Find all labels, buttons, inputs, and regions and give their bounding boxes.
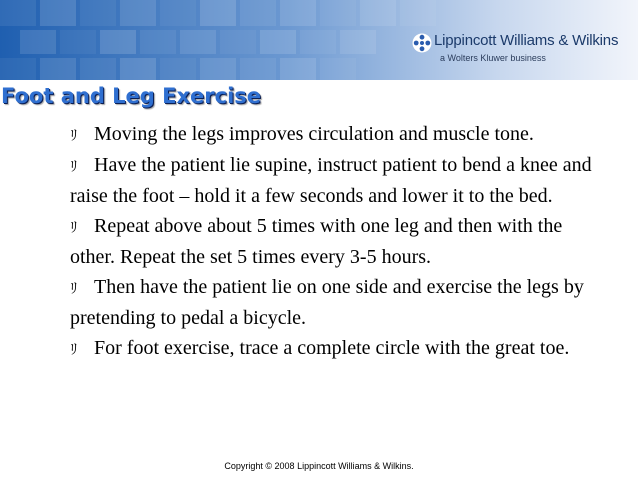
copyright-footer: Copyright © 2008 Lippincott Williams & Wilkins. [224,461,414,471]
bullet-item [70,333,610,364]
publisher-logo [412,30,634,66]
bullet-item [70,150,610,211]
bullet-icon: ﾘ [70,157,78,175]
bullet-item [70,272,610,333]
publisher-name: Lippincott Williams & Wilkins [434,32,619,49]
bullet-text: Moving the legs improves circulation and muscle tone. [94,123,534,145]
bullet-item [70,211,610,272]
bullet-text: Repeat above about 5 times with one leg and then with the other. Repeat the set 5 times every 3-5 hours. [70,215,563,268]
header-banner [0,0,638,80]
bullet-text: Then have the patient lie on one side and exercise the legs by pretending to pedal a bicycle. [70,276,584,329]
publisher-tagline: a Wolters Kluwer business [440,53,546,63]
bullet-text: Have the patient lie supine, instruct patient to bend a knee and raise the foot – hold it a few seconds and lower it to the bed. [70,154,592,207]
bullet-item [70,119,610,150]
bullet-text: For foot exercise, trace a complete circle with the great toe. [94,337,570,359]
bullet-icon: ﾘ [70,340,78,358]
bullet-icon: ﾘ [70,279,78,297]
bullet-icon: ﾘ [70,126,78,144]
bullet-icon: ﾘ [70,218,78,236]
slide-title: Foot and Leg Exercise [1,84,262,108]
bullet-list [70,119,610,364]
lww-logo-icon [412,33,432,53]
